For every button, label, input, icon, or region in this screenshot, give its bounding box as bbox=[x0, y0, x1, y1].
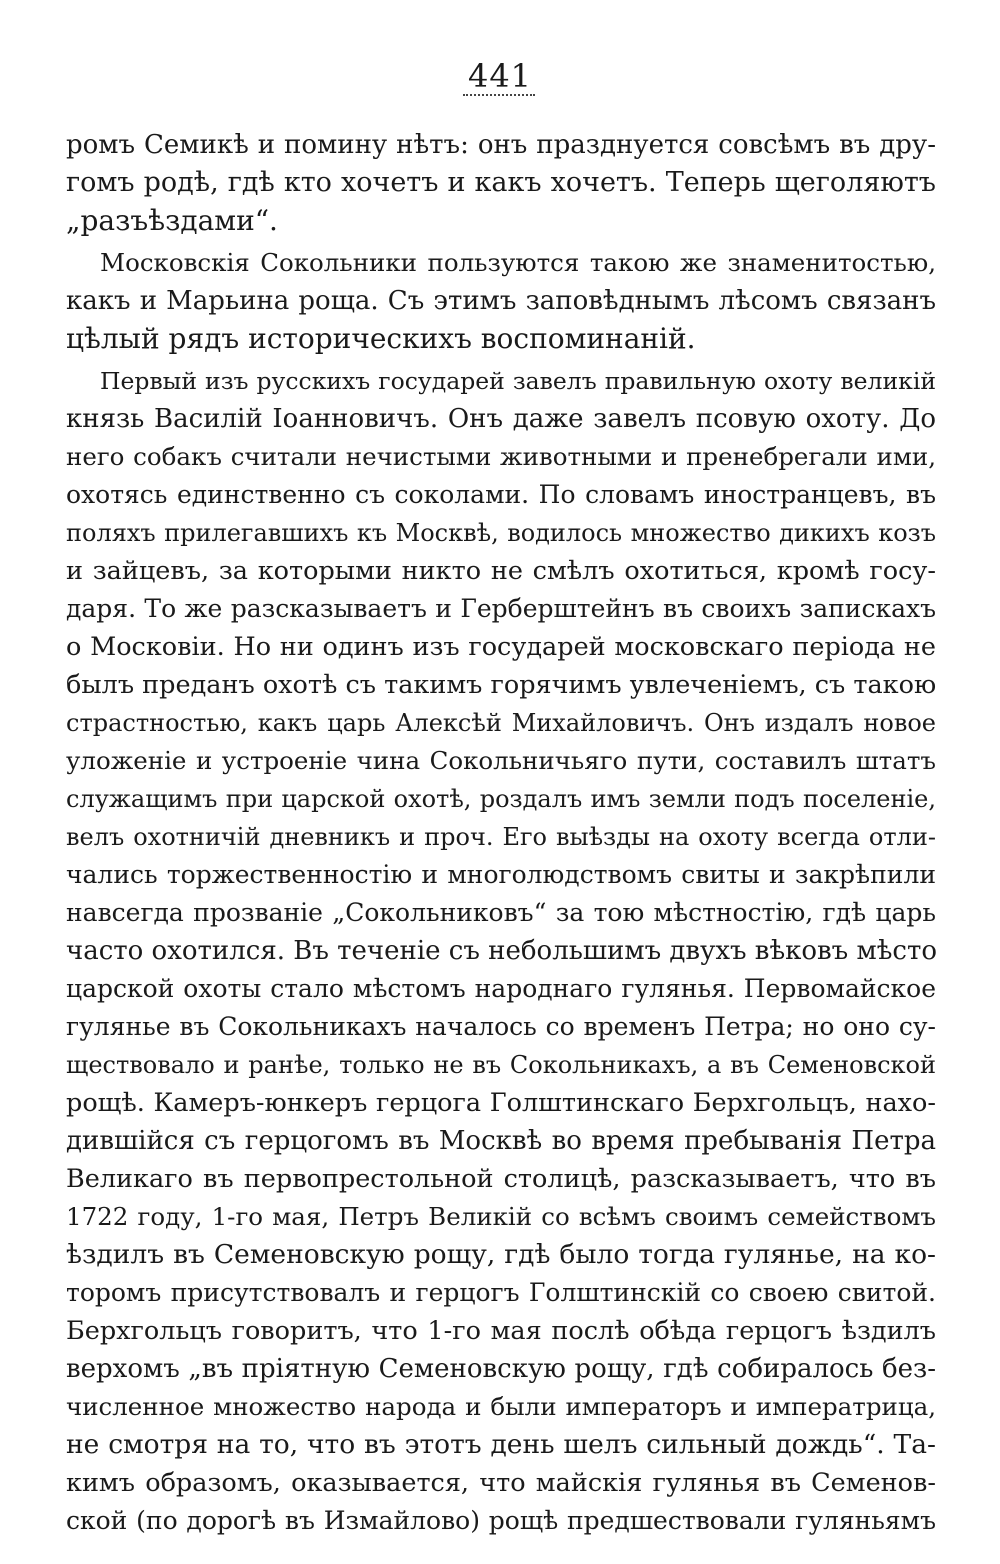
text-line: ществовало и ранѣе, только не въ Сокольникахъ, а въ Семеновской bbox=[66, 1051, 936, 1079]
text-line: Берхгольцъ говоритъ, что 1-го мая послѣ обѣда герцогъ ѣздилъ bbox=[66, 1316, 936, 1346]
text-line: служащимъ при царской охотѣ, роздалъ имъ земли подъ поселеніе, bbox=[66, 785, 936, 813]
text-line: верхомъ „въ пріятную Семеновскую рощу, гдѣ собиралось без- bbox=[66, 1354, 936, 1384]
text-line: велъ охотничій дневникъ и проч. Его выѣзды на охоту всегда отли- bbox=[66, 823, 936, 851]
text-line: даря. То же разсказываетъ и Герберштейнъ въ своихъ запискахъ bbox=[66, 594, 936, 623]
text-line: страстностью, какъ царь Алексѣй Михайловичъ. Онъ издалъ новое bbox=[66, 709, 936, 737]
text-line: о Московіи. Но ни одинъ изъ государей московскаго періода не bbox=[66, 632, 936, 662]
text-line: часто охотился. Въ теченіе съ небольшимъ двухъ вѣковъ мѣсто bbox=[66, 936, 937, 966]
text-line: и зайцевъ, за которыми никто не смѣлъ охотиться, кромѣ госу- bbox=[66, 556, 936, 586]
text-line: гомъ родѣ, гдѣ кто хочетъ и какъ хочетъ. Теперь щеголяютъ bbox=[66, 167, 936, 198]
text-line: торомъ присутствовалъ и герцогъ Голштинскій со своею свитой. bbox=[66, 1278, 936, 1307]
text-line: былъ преданъ охотѣ съ такимъ горячимъ увлеченіемъ, съ такою bbox=[66, 670, 937, 700]
text-line: Первый изъ русскихъ государей завелъ правильную охоту великій bbox=[100, 367, 936, 395]
text-line: не смотря на то, что въ этотъ день шелъ сильный дождь“. Та- bbox=[66, 1429, 936, 1460]
text-line: кимъ образомъ, оказывается, что майскія гулянья въ Семенов- bbox=[66, 1468, 936, 1498]
text-line: цѣлый рядъ историческихъ воспоминаній. bbox=[66, 322, 696, 355]
text-line: Великаго въ первопрестольной столицѣ, разсказываетъ, что въ bbox=[66, 1164, 936, 1194]
text-line: чались торжественностію и многолюдствомъ свиты и закрѣпили bbox=[66, 860, 936, 889]
text-line: ѣздилъ въ Семеновскую рощу, гдѣ было тогда гулянье, на ко- bbox=[66, 1239, 936, 1270]
text-line: навсегда прозваніе „Сокольниковъ“ за тою мѣстностію, гдѣ царь bbox=[66, 898, 936, 927]
text-line: охотясь единственно съ соколами. По словамъ иностранцевъ, въ bbox=[66, 480, 936, 509]
text-line: рощѣ. Камеръ-юнкеръ герцога Голштинскаго Берхгольцъ, нахо- bbox=[66, 1088, 936, 1118]
text-line: Московскія Сокольники пользуются такою же знаменитостью, bbox=[100, 248, 936, 277]
text-line: какъ и Марьина роща. Съ этимъ заповѣднымъ лѣсомъ связанъ bbox=[66, 286, 936, 316]
text-line: поляхъ прилегавшихъ къ Москвѣ, водилось множество дикихъ козъ bbox=[66, 519, 936, 547]
text-line: князь Василій Іоанновичъ. Онъ даже завелъ псовую охоту. До bbox=[66, 404, 936, 434]
text-line: ской (по дорогѣ въ Измайлово) рощѣ предшествовали гуляньямъ bbox=[66, 1506, 936, 1535]
text-line: 1722 году, 1-го мая, Петръ Великій со всѣмъ своимъ семействомъ bbox=[66, 1202, 936, 1231]
text-line: царской охоты стало мѣстомъ народнаго гулянья. Первомайское bbox=[66, 974, 936, 1003]
text-line: него собакъ считали нечистыми животными и пренебрегали ими, bbox=[66, 442, 936, 471]
text-line: „разъѣздами“. bbox=[66, 204, 278, 237]
text-line: гулянье въ Сокольникахъ началось со временъ Петра; но оно су- bbox=[66, 1012, 936, 1041]
page-number: 441 bbox=[467, 57, 533, 95]
text-line: ромъ Семикѣ и помину нѣтъ: онъ празднуется совсѣмъ въ дру- bbox=[66, 130, 936, 160]
text-line: численное множество народа и были императоръ и императрица, bbox=[66, 1392, 936, 1421]
text-line: уложеніе и устроеніе чина Сокольничьяго пути, составилъ штатъ bbox=[66, 746, 936, 775]
page-number-rule bbox=[463, 94, 535, 96]
text-line: дившійся съ герцогомъ въ Москвѣ во время пребыванія Петра bbox=[66, 1126, 936, 1156]
